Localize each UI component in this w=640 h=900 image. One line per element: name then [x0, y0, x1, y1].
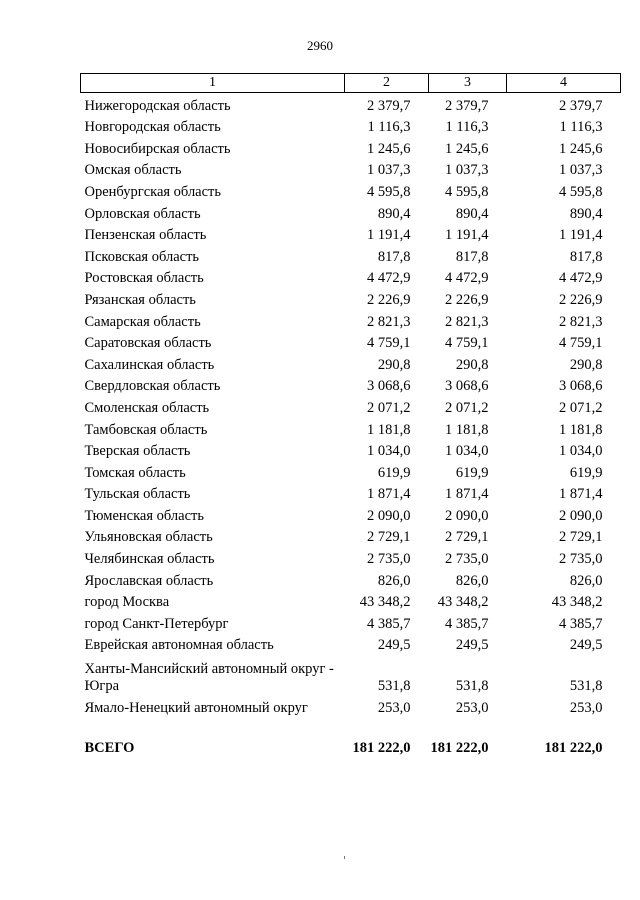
- value-col-4: 4 595,8: [559, 183, 603, 200]
- value-col-4: 619,9: [569, 464, 603, 481]
- table-row: [81, 590, 621, 612]
- table-row: [81, 331, 621, 353]
- region-name: Тюменская область: [84, 507, 204, 524]
- value-col-2: 2 729,1: [367, 529, 411, 546]
- region-name: Новгородская область: [84, 119, 221, 136]
- value-col-2: 1 037,3: [367, 162, 411, 179]
- value-col-3: 826,0: [455, 572, 489, 589]
- table-row: [81, 654, 621, 695]
- value-col-2: 253,0: [377, 700, 411, 717]
- value-col-3: 4 595,8: [445, 183, 489, 200]
- value-col-4: 1 871,4: [559, 486, 603, 503]
- table-body: [81, 93, 621, 758]
- value-col-2: 249,5: [377, 637, 411, 654]
- total-label: ВСЕГО: [84, 740, 135, 757]
- value-col-2: 43 348,2: [359, 594, 411, 611]
- page-number: 2960: [307, 38, 333, 53]
- budget-table: [80, 73, 621, 757]
- region-name: Ярославская область: [84, 572, 214, 589]
- value-col-4: 2 735,0: [559, 551, 603, 568]
- value-col-2: 2 071,2: [367, 399, 411, 416]
- value-col-4: 1 245,6: [559, 140, 603, 157]
- value-col-3: 2 226,9: [445, 291, 489, 308]
- value-col-3: 1 116,3: [445, 119, 489, 136]
- region-name: Новосибирская область: [84, 140, 231, 157]
- value-col-2: 826,0: [377, 572, 411, 589]
- value-col-4: 3 068,6: [559, 378, 603, 395]
- table-row: [81, 115, 621, 137]
- region-name: Оренбургская область: [84, 183, 222, 200]
- value-col-3: 1 871,4: [445, 486, 489, 503]
- total-col-2: 181 222,0: [352, 740, 411, 757]
- total-col-4: 181 222,0: [544, 740, 603, 757]
- value-col-3: 1 191,4: [445, 227, 489, 244]
- value-col-3: 4 759,1: [445, 335, 489, 352]
- table-row: [81, 439, 621, 461]
- region-name: Омская область: [84, 162, 182, 179]
- value-col-2: 1 191,4: [367, 227, 411, 244]
- region-name: Ямало-Ненецкий автономный округ: [84, 700, 308, 717]
- value-col-4: 2 226,9: [559, 291, 603, 308]
- value-col-2: 4 472,9: [367, 270, 411, 287]
- table-row: [81, 546, 621, 568]
- value-col-3: 890,4: [455, 205, 489, 222]
- table-row: [81, 417, 621, 439]
- value-col-3: 619,9: [455, 464, 489, 481]
- table-row: [81, 223, 621, 245]
- table-row: [81, 633, 621, 655]
- value-col-4: 1 116,3: [559, 119, 603, 136]
- value-col-4: 4 385,7: [559, 615, 603, 632]
- value-col-3: 2 735,0: [445, 551, 489, 568]
- value-col-2: 4 595,8: [367, 183, 411, 200]
- region-name: Ростовская область: [84, 270, 204, 287]
- value-col-3: 1 181,8: [445, 421, 489, 438]
- value-col-4: 1 037,3: [559, 162, 603, 179]
- total-col-3: 181 222,0: [430, 740, 489, 757]
- table-row: [81, 374, 621, 396]
- region-name: город Санкт-Петербург: [84, 615, 229, 632]
- value-col-4: 890,4: [569, 205, 603, 222]
- table-row: [81, 695, 621, 717]
- value-col-2: 4 759,1: [367, 335, 411, 352]
- value-col-3: 531,8: [455, 678, 489, 695]
- value-col-4: 531,8: [569, 678, 603, 695]
- region-name: Тамбовская область: [84, 421, 208, 438]
- value-col-2: 2 226,9: [367, 291, 411, 308]
- spacer-row: [81, 717, 621, 735]
- column-header-3: 3: [429, 74, 507, 93]
- value-col-3: 4 472,9: [445, 270, 489, 287]
- value-col-2: 817,8: [377, 248, 411, 265]
- column-header-4: 4: [507, 74, 621, 93]
- value-col-3: 2 729,1: [445, 529, 489, 546]
- table-row: [81, 352, 621, 374]
- scan-speck: [344, 856, 345, 859]
- region-name: Саратовская область: [84, 335, 212, 352]
- table-row: [81, 460, 621, 482]
- value-col-3: 249,5: [455, 637, 489, 654]
- region-name: Орловская область: [84, 205, 201, 222]
- total-row: [81, 735, 621, 757]
- value-col-3: 253,0: [455, 700, 489, 717]
- value-col-4: 2 729,1: [559, 529, 603, 546]
- value-col-3: 1 245,6: [445, 140, 489, 157]
- value-col-4: 1 034,0: [559, 443, 603, 460]
- value-col-4: 4 759,1: [559, 335, 603, 352]
- region-name: Еврейская автономная область: [84, 637, 274, 654]
- region-name: Сахалинская область: [84, 356, 215, 373]
- value-col-4: 4 472,9: [559, 270, 603, 287]
- region-name: Свердловская область: [84, 378, 221, 395]
- region-name: Псковская область: [84, 248, 200, 265]
- value-col-2: 890,4: [377, 205, 411, 222]
- value-col-3: 3 068,6: [445, 378, 489, 395]
- value-col-2: 1 245,6: [367, 140, 411, 157]
- value-col-4: 1 181,8: [559, 421, 603, 438]
- value-col-3: 290,8: [455, 356, 489, 373]
- value-col-3: 2 379,7: [445, 97, 489, 114]
- value-col-3: 1 037,3: [445, 162, 489, 179]
- region-name: Тверская область: [84, 443, 191, 460]
- value-col-2: 2 379,7: [367, 97, 411, 114]
- table-row: [81, 158, 621, 180]
- value-col-2: 2 090,0: [367, 507, 411, 524]
- region-name: Ульяновская область: [84, 529, 213, 546]
- value-col-2: 2 821,3: [367, 313, 411, 330]
- value-col-4: 817,8: [569, 248, 603, 265]
- region-name: город Москва: [84, 594, 170, 611]
- table-row: [81, 93, 621, 115]
- value-col-4: 2 090,0: [559, 507, 603, 524]
- table-row: [81, 395, 621, 417]
- value-col-3: 817,8: [455, 248, 489, 265]
- value-col-4: 1 191,4: [559, 227, 603, 244]
- value-col-2: 290,8: [377, 356, 411, 373]
- region-name: Тульская область: [84, 486, 191, 503]
- value-col-3: 43 348,2: [437, 594, 489, 611]
- table-row: [81, 611, 621, 633]
- table-row: [81, 482, 621, 504]
- value-col-2: 531,8: [377, 678, 411, 695]
- table-row: [81, 568, 621, 590]
- column-header-2: 2: [345, 74, 429, 93]
- value-col-3: 2 821,3: [445, 313, 489, 330]
- table-row: [81, 136, 621, 158]
- table-row: [81, 201, 621, 223]
- column-header-row: [81, 74, 621, 93]
- value-col-2: 1 116,3: [367, 119, 411, 136]
- table-row: [81, 309, 621, 331]
- column-header-1: 1: [81, 74, 345, 93]
- value-col-4: 2 821,3: [559, 313, 603, 330]
- region-name: Рязанская область: [84, 291, 196, 308]
- value-col-2: 2 735,0: [367, 551, 411, 568]
- table-row: [81, 525, 621, 547]
- value-col-2: 4 385,7: [367, 615, 411, 632]
- value-col-4: 826,0: [569, 572, 603, 589]
- region-name: Томская область: [84, 464, 186, 481]
- value-col-2: 1 181,8: [367, 421, 411, 438]
- value-col-4: 2 379,7: [559, 97, 603, 114]
- region-name: Нижегородская область: [84, 97, 231, 114]
- value-col-2: 3 068,6: [367, 378, 411, 395]
- value-col-4: 290,8: [569, 356, 603, 373]
- region-name: Самарская область: [84, 313, 201, 330]
- table-row: [81, 244, 621, 266]
- region-name: Пензенская область: [84, 227, 207, 244]
- table-row: [81, 266, 621, 288]
- table-row: [81, 179, 621, 201]
- value-col-4: 249,5: [569, 637, 603, 654]
- value-col-2: 1 034,0: [367, 443, 411, 460]
- value-col-2: 619,9: [377, 464, 411, 481]
- region-name: Смоленская область: [84, 399, 210, 416]
- value-col-3: 2 071,2: [445, 399, 489, 416]
- region-name: Ханты-Мансийский автономный округ - Югра: [84, 661, 334, 695]
- value-col-3: 4 385,7: [445, 615, 489, 632]
- table-row: [81, 287, 621, 309]
- region-name: Челябинская область: [84, 551, 215, 568]
- value-col-4: 2 071,2: [559, 399, 603, 416]
- value-col-4: 253,0: [569, 700, 603, 717]
- table-row: [81, 503, 621, 525]
- value-col-3: 1 034,0: [445, 443, 489, 460]
- value-col-2: 1 871,4: [367, 486, 411, 503]
- value-col-4: 43 348,2: [551, 594, 603, 611]
- value-col-3: 2 090,0: [445, 507, 489, 524]
